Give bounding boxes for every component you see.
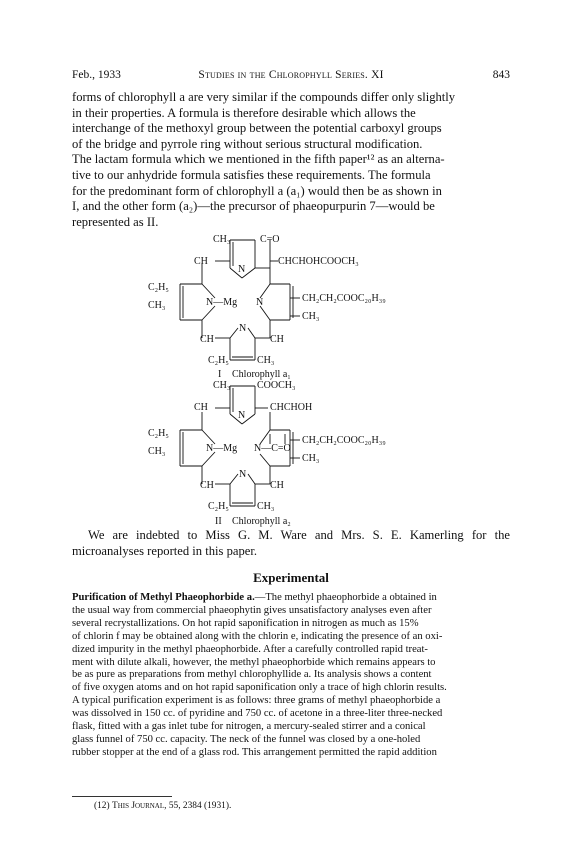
text-line: A typical purification experiment is as follows: three grams of methyl phaeophorbide a [72, 695, 441, 707]
formula-label: CH₂CH₂COOC₂₀H₃₉ [302, 435, 386, 446]
text-line: ment with dilute alkali, however, the methyl phaeophorbide which remains appears to [72, 656, 436, 668]
experimental-paragraph [72, 592, 510, 760]
formula-label: C₂H₅ [208, 355, 229, 366]
formula-label: CH [194, 256, 208, 267]
text-line: of five oxygen atoms and on hot rapid saponification only a trace of high chlorin results. [72, 682, 447, 694]
footnote-number: (12) [94, 801, 110, 811]
formula-label: CH [270, 480, 284, 491]
formula-label: N [239, 323, 247, 334]
section-heading: Experimental [253, 570, 329, 585]
run-in-title: Purification of Methyl Phaeophorbide a. [72, 592, 255, 603]
formula-caption-name: Chlorophyll a₁ [232, 369, 291, 380]
page-number: 843 [492, 69, 510, 81]
text-line-rest: —The methyl phaeophorbide a obtained in [254, 592, 437, 603]
running-header [72, 69, 510, 85]
formula-label: CH [194, 402, 208, 413]
formula-label: N [238, 264, 246, 275]
text-line: the usual way from commercial phaeophytin gives unsatisfactory analyses even after [72, 604, 432, 616]
body-paragraph [72, 90, 510, 230]
formula-label: N—C=O [254, 443, 291, 454]
formula-label: COOCH₃ [257, 380, 296, 391]
footnote-citation: 55, 2384 (1931). [168, 801, 232, 811]
formula-label: CH [270, 334, 284, 345]
formula-label: CH [200, 334, 214, 345]
text-line: glass funnel of 750 cc. capacity. The neck of the funnel was closed by a one-holed [72, 733, 421, 745]
header-date: Feb., 1933 [72, 69, 121, 81]
formula-label: CH [200, 480, 214, 491]
formula-label: CHCHOH [270, 402, 313, 413]
formula-label: CH₃ [302, 311, 320, 322]
formula-label: CHCHOHCOOCH₃ [278, 256, 359, 267]
formula-label: N [239, 469, 247, 480]
formula-label: CH₃ [148, 300, 166, 311]
footnote-journal: This Journal, [111, 801, 167, 811]
formula-label: C₂H₅ [208, 501, 229, 512]
formula-i-labels [148, 234, 386, 380]
text-line: forms of chlorophyll a are very similar if the compounds differ only slightly [72, 90, 456, 104]
formula-caption-roman: I [218, 369, 222, 380]
formula-label: N [256, 297, 264, 308]
text-line: interchange of the methoxyl group between the potential carboxyl groups [72, 121, 442, 136]
text-line: represented as II. [72, 214, 159, 229]
text-line: dized impurity in the methyl phaeophorbide. After a carefully controlled rapid treat- [72, 643, 428, 655]
formula-ii-labels [148, 380, 386, 527]
formula-label: C₂H₅ [148, 428, 169, 439]
header-title: Studies in the Chlorophyll Series. XI [198, 69, 384, 81]
formula-label: CH₃ [302, 453, 320, 464]
formula-label: CH₂CH₂COOC₂₀H₃₉ [302, 293, 386, 304]
formula-label: N [238, 410, 246, 421]
formula-caption-roman: II [215, 516, 222, 527]
formula-label: C=O [260, 234, 280, 245]
text-line: The lactam formula which we mentioned in the fifth paper¹² as an alterna- [72, 152, 445, 167]
footnote [94, 801, 231, 811]
text-line: tive to our anhydride formula satisfies these requirements. The formula [72, 167, 431, 182]
formula-label: CH₃ [213, 380, 231, 391]
formula-label: CH₃ [257, 355, 275, 366]
text-line: of chlorin f may be obtained along with the chlorin e, indicating the presence of an oxi- [72, 630, 443, 642]
text-line [72, 592, 510, 605]
footnote-rule [72, 796, 172, 797]
formula-label: CH₃ [148, 446, 166, 457]
text-line: was dissolved in 150 cc. of pyridine and 750 cc. of acetone in a three-liter three-necked [72, 708, 443, 720]
text-line: be as pure as preparations from methyl chlorophyllide a. Its analysis shows a content [72, 669, 432, 681]
text-line: rubber stopper at the end of a glass rod. This arrangement permitted the rapid addition [72, 746, 437, 758]
formula-drawing [120, 228, 450, 528]
formula-label: N—Mg [206, 443, 238, 454]
text-line: for the predominant form of chlorophyll a (a₁) would then be as shown in [72, 183, 442, 198]
text-line: several recrystallizations. On hot rapid saponification in nitrogen as much as 15% [72, 617, 419, 629]
text-line: of the bridge and pyrrole ring without serious structural modification. [72, 136, 423, 151]
formula-label: CH₃ [257, 501, 275, 512]
formula-caption-name: Chlorophyll a₂ [232, 516, 291, 527]
text-line: in their properties. A formula is therefore desirable which allows the [72, 105, 416, 120]
acknowledgment-paragraph: We are indebted to Miss G. M. Ware and Mrs. S. E. Kamerling for the microanalyses reported in this paper. [72, 528, 510, 558]
formula-label: CH₃ [213, 234, 231, 245]
text-line: I, and the other form (a₂)—the precursor of phaeopurpurin 7—would be [72, 199, 435, 214]
text-line: flask, fitted with a gas inlet tube for nitrogen, a mercury-sealed stirrer and a conical [72, 721, 426, 733]
formula-label: N—Mg [206, 297, 238, 308]
formula-label: C₂H₅ [148, 282, 169, 293]
structural-formulas-figure [120, 228, 450, 528]
